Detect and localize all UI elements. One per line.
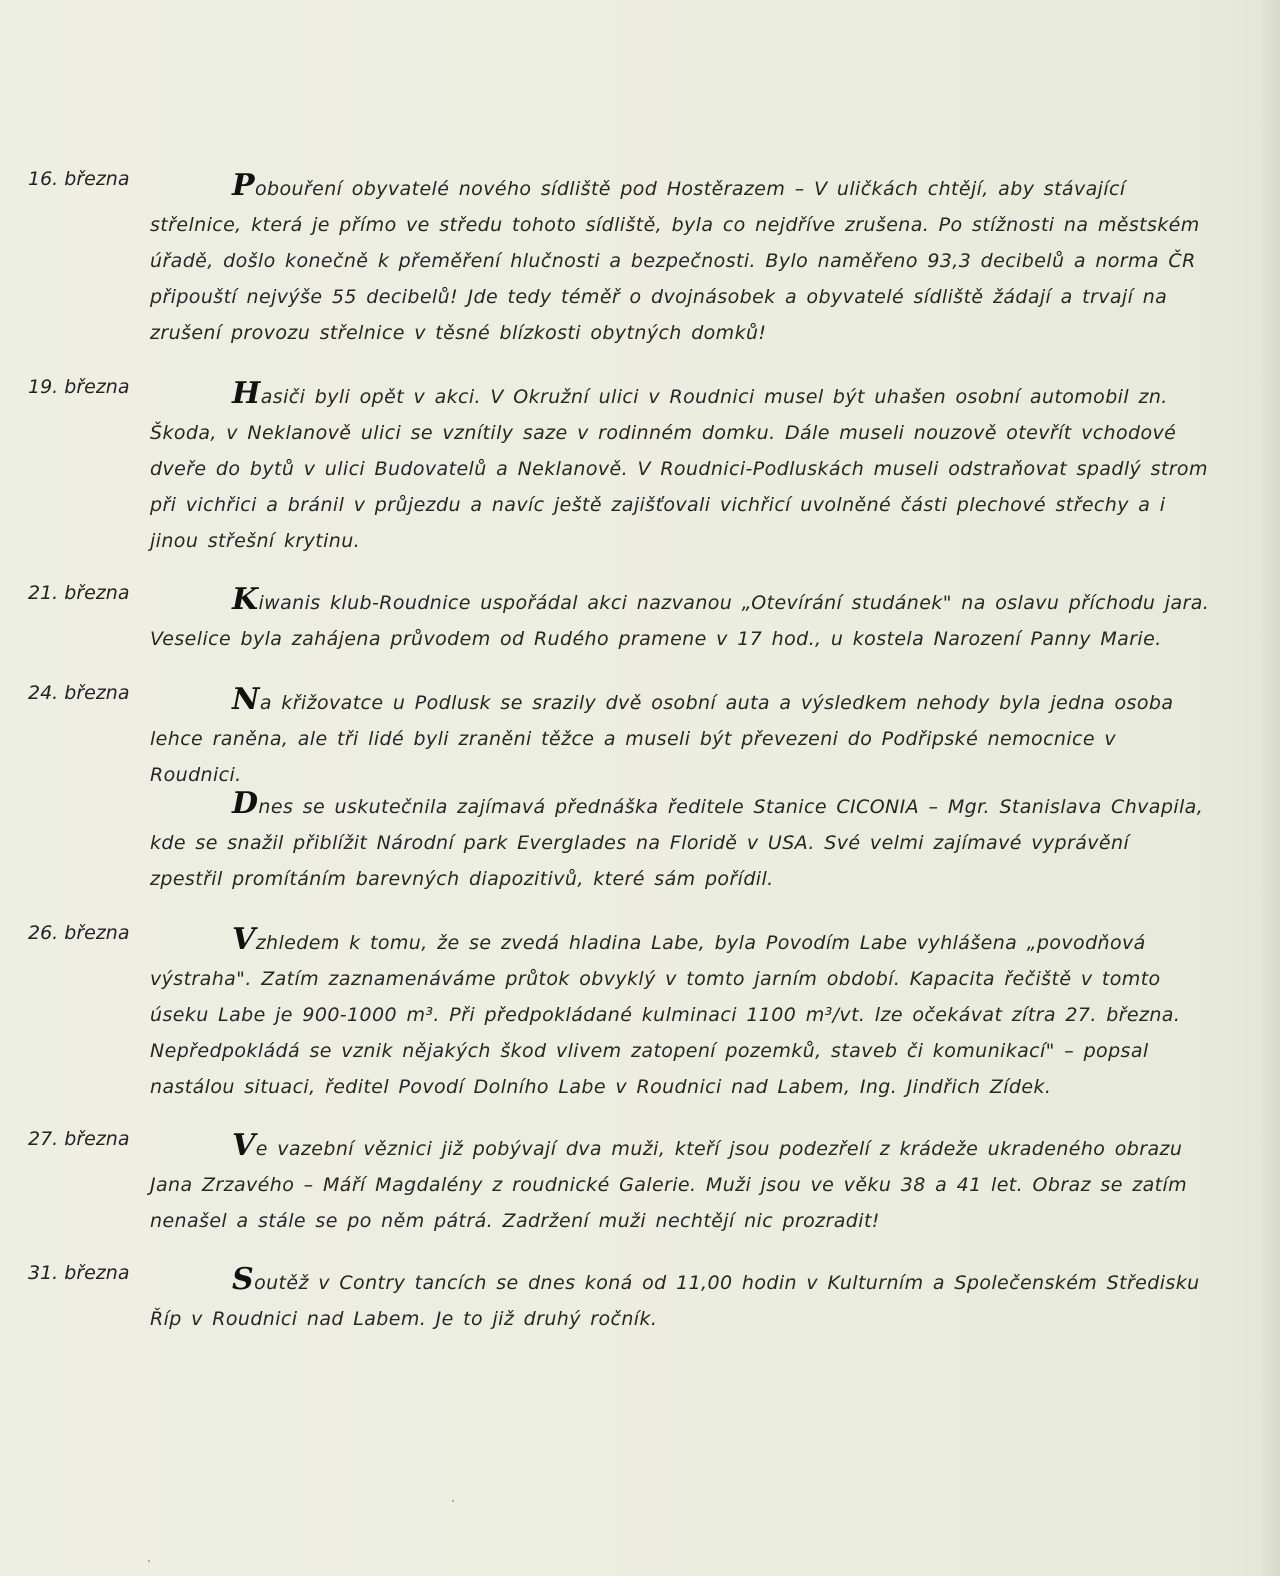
entry-initial: D (232, 786, 259, 821)
entry-body: a křižovatce u Podlusk se srazily dvě osobní auta a výsledkem nehody byla jedna osoba lehce raněna, ale tři lidé byli zraněni těžce a museli být převezeni do Podřipské nemocnice v Roudnici. (150, 692, 1174, 786)
entry-body: zhledem k tomu, že se zvedá hladina Labe, byla Povodím Labe vyhlášena „povodňová výstraha". Zatím zaznamenáváme průtok obvyklý v tomto jarním období. Kapacita řečiště v tomto úseku Labe je 900-1000 m³. Při předpokládané kulminaci 1100 m³/vt. lze očekávat zítra 27. března. Nepředpokládá se vznik nějakých škod vlivem zatopení pozemků, staveb či komunikací" – popsal nastálou situaci, ředitel Povodí Dolního Labe v Roudnici nad Labem, Ing. Jindřich Zídek. (150, 932, 1181, 1098)
entry-body: e vazební věznici již pobývají dva muži, kteří jsou podezřelí z krádeže ukradeného obrazu Jana Zrzavého – Máří Magdalény z roudnické Galerie. Muži jsou ve věku 38 a 41 let. Obraz se zatím nenašel a stále se po něm pátrá. Zadržení muži nechtějí nic prozradit! (150, 1138, 1188, 1232)
entry-initial: H (232, 376, 261, 411)
entry-initial: S (232, 1262, 255, 1297)
entry-body: asiči byli opět v akci. V Okružní ulici v Roudnici musel být uhašen osobní automobil zn. Škoda, v Neklanově ulici se vznítily saze v rodinném domku. Dále museli nouzově otevřít vchodové dveře do bytů v ulici Budovatelů a Neklanově. V Roudnici-Podluskách museli odstraňovat spadlý strom při vichřici a bránil v průjezdu a navíc ještě zajišťovali vichřicí uvolněné části plechové střechy a i jinou střešní krytinu. (150, 386, 1208, 552)
entry-initial: V (232, 922, 256, 957)
entry-date: 16. března (28, 168, 130, 190)
entry-text (150, 1128, 1210, 1239)
entry-date: 24. března (28, 682, 130, 704)
paper-speck (452, 1500, 454, 1502)
entry-date: 21. března (28, 582, 130, 604)
entry-date: 27. března (28, 1128, 130, 1150)
entry-text (150, 682, 1210, 793)
entry-initial: K (232, 582, 259, 617)
entry-text (150, 376, 1210, 559)
entry-date: 31. března (28, 1262, 130, 1284)
entry-text (150, 582, 1210, 657)
entry-initial: N (232, 682, 260, 717)
entry-body: nes se uskutečnila zajímavá přednáška ředitele Stanice CICONIA – Mgr. Stanislava Chvapila, kde se snažil přiblížit Národní park Everglades na Floridě v USA. Své velmi zajímavé vyprávění zpestřil promítáním barevných diapozitivů, které sám pořídil. (150, 796, 1204, 890)
entry-text (150, 786, 1210, 897)
page-edge-shadow (1258, 0, 1280, 1576)
entry-initial: V (232, 1128, 256, 1163)
entry-date: 19. března (28, 376, 130, 398)
entry-body: iwanis klub-Roudnice uspořádal akci nazvanou „Otevírání studánek" na oslavu příchodu jara. Veselice byla zahájena průvodem od Rudého pramene v 17 hod., u kostela Narození Panny Marie. (150, 592, 1210, 650)
entry-text (150, 168, 1210, 351)
entry-body: outěž v Contry tancích se dnes koná od 11,00 hodin v Kulturním a Společenském Středisku Říp v Roudnici nad Labem. Je to již druhý ročník. (150, 1272, 1200, 1330)
entry-text (150, 922, 1210, 1105)
entry-initial: P (232, 168, 255, 203)
entry-body: obouření obyvatelé nového sídliště pod Hostěrazem – V uličkách chtějí, aby stávající střelnice, která je přímo ve středu tohoto sídliště, byla co nejdříve zrušena. Po stížnosti na městském úřadě, došlo konečně k přeměření hlučnosti a bezpečnosti. Bylo naměřeno 93,3 decibelů a norma ČR připouští nejvýše 55 decibelů! Jde tedy téměř o dvojnásobek a obyvatelé sídliště žádají a trvají na zrušení provozu střelnice v těsné blízkosti obytných domků! (150, 178, 1200, 344)
entry-text (150, 1262, 1210, 1337)
paper-speck (148, 1560, 150, 1562)
entry-date: 26. března (28, 922, 130, 944)
